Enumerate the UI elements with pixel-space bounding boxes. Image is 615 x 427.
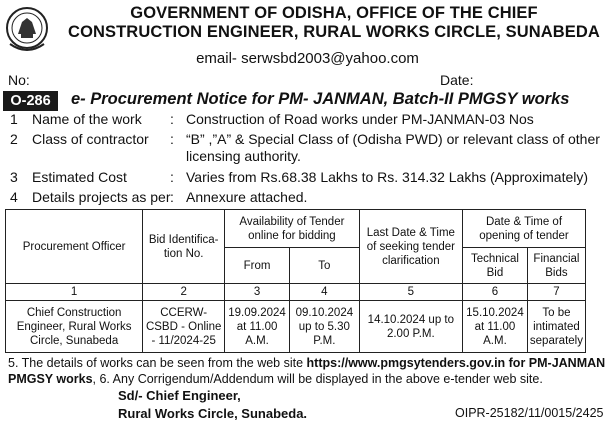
cell-officer: Chief Construction Engineer, Rural Works Circle, Sunabeda bbox=[6, 301, 143, 353]
signature-line-2: Rural Works Circle, Sunabeda. bbox=[118, 406, 308, 421]
item-value: Varies from Rs.68.38 Lakhs to Rs. 314.32 Lakhs (Approximately) bbox=[186, 169, 589, 185]
cell-last-date: 14.10.2024 up to 2.00 P.M. bbox=[359, 301, 462, 353]
column-number: 4 bbox=[290, 284, 360, 301]
odisha-emblem-icon bbox=[4, 4, 50, 54]
cell-to: 09.10.2024 up to 5.30 P.M. bbox=[290, 301, 360, 353]
notice-tag: O-286 bbox=[3, 91, 58, 111]
item-label: Estimated Cost bbox=[32, 169, 127, 185]
footer-note bbox=[8, 355, 608, 387]
tender-table bbox=[5, 209, 586, 353]
date-label: Date: bbox=[440, 72, 474, 88]
footer-website: https://www.pmgsytenders.gov.in for PM-JANMAN PMGSY works bbox=[8, 356, 606, 386]
header-procurement-officer: Procurement Officer bbox=[6, 210, 143, 284]
item-value: Annexure attached. bbox=[186, 189, 308, 205]
item-colon: : bbox=[170, 111, 174, 127]
item-number: 2 bbox=[10, 131, 18, 147]
header-from: From bbox=[225, 248, 290, 284]
item-number: 4 bbox=[10, 189, 18, 205]
item-colon: : bbox=[170, 131, 174, 147]
column-number: 6 bbox=[463, 284, 528, 301]
header-line-1: GOVERNMENT OF ODISHA, OFFICE OF THE CHIEF bbox=[130, 4, 538, 22]
header-opening: Date & Time of opening of tender bbox=[463, 210, 586, 248]
item-colon: : bbox=[170, 169, 174, 185]
item-number: 1 bbox=[10, 111, 18, 127]
item-value: “B” ,”A” & Special Class of (Odisha PWD) or relevant class of other licensing authority. bbox=[186, 131, 600, 164]
signature-line-1: Sd/- Chief Engineer, bbox=[118, 388, 241, 403]
item-label: Details projects as per bbox=[32, 189, 171, 205]
column-number: 2 bbox=[143, 284, 225, 301]
header-technical-bid: Technical Bid bbox=[463, 248, 528, 284]
header-to: To bbox=[290, 248, 360, 284]
column-number: 1 bbox=[6, 284, 143, 301]
footer-text-2: , 6. Any Corrigendum/Addendum will be displayed in the above e-tender web site. bbox=[92, 372, 543, 386]
column-number: 3 bbox=[225, 284, 290, 301]
item-value: Construction of Road works under PM-JANMAN-03 Nos bbox=[186, 111, 534, 127]
header-last-date: Last Date & Time of seeking tender clarification bbox=[359, 210, 462, 284]
number-label: No: bbox=[8, 72, 30, 88]
column-number: 5 bbox=[359, 284, 462, 301]
item-label: Name of the work bbox=[32, 111, 142, 127]
item-label: Class of contractor bbox=[32, 131, 149, 147]
header-line-2: CONSTRUCTION ENGINEER, RURAL WORKS CIRCLE, SUNABEDA bbox=[68, 23, 600, 41]
cell-technical-bid: 15.10.2024 at 11.00 A.M. bbox=[463, 301, 528, 353]
header-email: email- serwsbd2003@yahoo.com bbox=[196, 50, 419, 67]
footer-text-1: 5. The details of works can be seen from the web site bbox=[8, 356, 307, 370]
oipr-number: OIPR-25182/11/0015/2425 bbox=[455, 406, 604, 420]
header-availability: Availability of Tender online for bidding bbox=[225, 210, 360, 248]
header-financial-bids: Financial Bids bbox=[527, 248, 585, 284]
cell-bid-id: CCERW-CSBD - Online - 11/2024-25 bbox=[143, 301, 225, 353]
item-colon: : bbox=[170, 189, 174, 205]
column-number: 7 bbox=[527, 284, 585, 301]
header-bid-id: Bid Identifica-tion No. bbox=[143, 210, 225, 284]
cell-from: 19.09.2024 at 11.00 A.M. bbox=[225, 301, 290, 353]
item-number: 3 bbox=[10, 169, 18, 185]
table-row bbox=[6, 301, 586, 353]
cell-financial-bids: To be intimated separately bbox=[527, 301, 585, 353]
notice-title: e- Procurement Notice for PM- JANMAN, Batch-II PMGSY works bbox=[71, 90, 570, 108]
